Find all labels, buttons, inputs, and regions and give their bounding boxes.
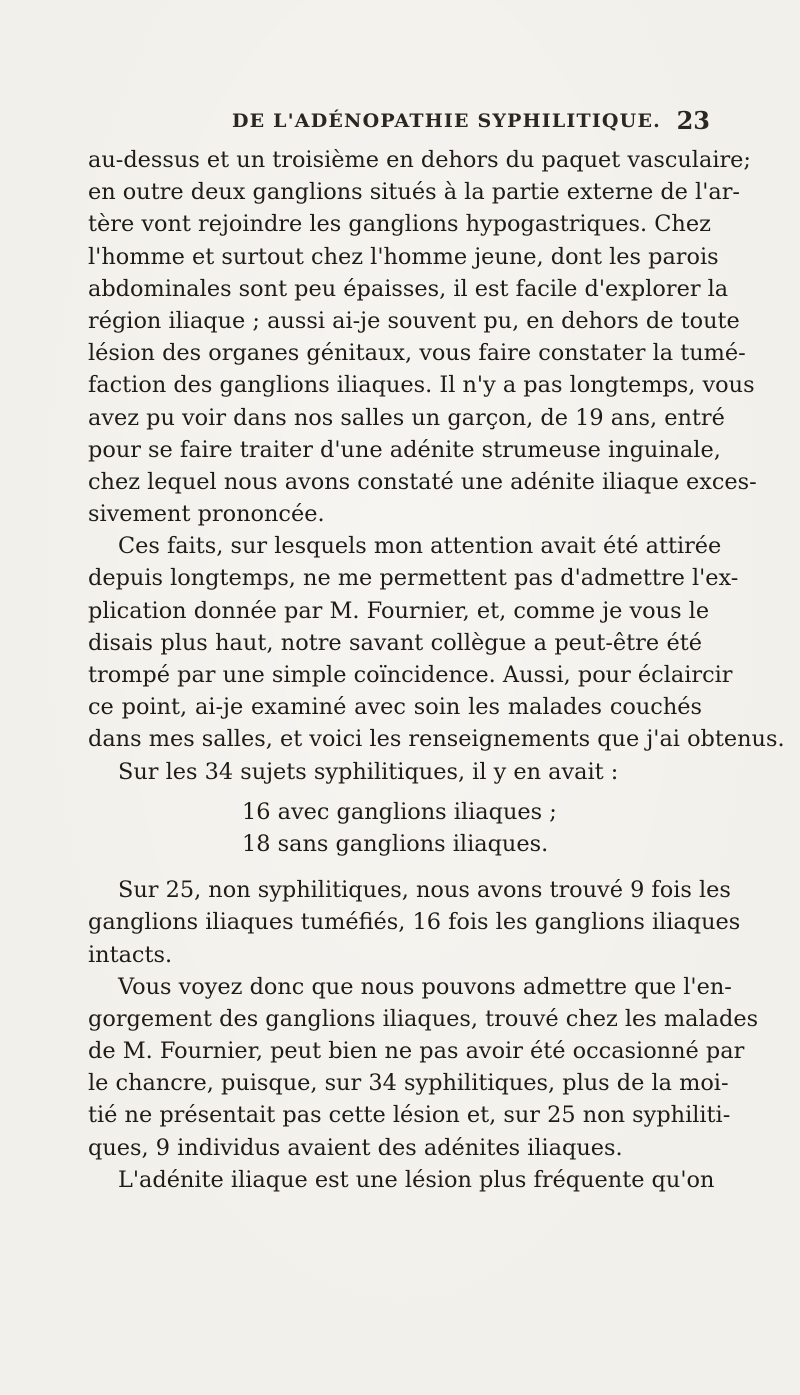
text-line: trompé par une simple coïncidence. Aussi, pour éclaircir — [88, 662, 733, 688]
text-line: lésion des organes génitaux, vous faire constater la tumé- — [88, 340, 746, 367]
text-line: Sur les 34 sujets syphilitiques, il y en avait : — [118, 758, 619, 785]
text-line: gorgement des ganglions iliaques, trouvé chez les malades — [88, 1005, 759, 1032]
text-line: Sur 25, non syphilitiques, nous avons trouvé 9 fois les — [118, 877, 731, 904]
text-line: au-dessus et un troisième en dehors du paquet vasculaire; — [88, 147, 751, 173]
text-line: dans mes salles, et voici les renseignements que j'ai obtenus. — [88, 726, 785, 753]
text-line: l'homme et surtout chez l'homme jeune, dont les parois — [88, 243, 719, 270]
list-item: 18 sans ganglions iliaques. — [242, 830, 549, 857]
text-line: abdominales sont peu épaisses, il est facile d'explorer la — [88, 275, 729, 302]
text-line: tié ne présentait pas cette lésion et, sur 25 non syphiliti- — [88, 1102, 731, 1129]
text-line: tère vont rejoindre les ganglions hypogastriques. Chez — [88, 211, 711, 238]
text-line: Ces faits, sur lesquels mon attention avait été attirée — [118, 533, 722, 560]
text-line: chez lequel nous avons constaté une adénite iliaque exces- — [88, 468, 757, 495]
text-line: avez pu voir dans nos salles un garçon, de 19 ans, entré — [88, 404, 725, 431]
text-line: intacts. — [88, 941, 173, 968]
running-title: DE L'ADÉNOPATHIE SYPHILITIQUE. — [232, 110, 661, 132]
text-line: ganglions iliaques tuméfiés, 16 fois les ganglions iliaques — [88, 909, 741, 936]
text-line: depuis longtemps, ne me permettent pas d'admettre l'ex- — [88, 565, 739, 592]
text-line: en outre deux ganglions situés à la partie externe de l'ar- — [88, 179, 740, 206]
text-line: plication donnée par M. Fournier, et, comme je vous le — [88, 597, 710, 624]
text-line: L'adénite iliaque est une lésion plus fréquente qu'on — [118, 1166, 715, 1193]
running-head — [90, 106, 710, 140]
text-line: disais plus haut, notre savant collègue a peut-être été — [88, 629, 702, 656]
text-line: faction des ganglions iliaques. Il n'y a pas longtemps, vous — [88, 372, 755, 399]
text-line: ce point, ai-je examiné avec soin les malades couchés — [88, 694, 702, 721]
text-line: de M. Fournier, peut bien ne pas avoir été occasionné par — [88, 1038, 745, 1065]
body-text — [88, 144, 785, 1196]
text-line: Vous voyez donc que nous pouvons admettre que l'en- — [118, 973, 732, 1000]
text-line: pour se faire traiter d'une adénite strumeuse inguinale, — [88, 436, 721, 463]
spacer — [88, 788, 702, 796]
list-item: 16 avec ganglions iliaques ; — [242, 798, 557, 825]
text-line: région iliaque ; aussi ai-je souvent pu, en dehors de toute — [88, 307, 740, 334]
text-line: ques, 9 individus avaient des adénites iliaques. — [88, 1134, 623, 1161]
text-line: le chancre, puisque, sur 34 syphilitiques, plus de la moi- — [88, 1070, 729, 1097]
page-number: 23 — [676, 106, 710, 135]
spacer — [88, 860, 702, 874]
text-line: sivement prononcée. — [88, 501, 325, 528]
